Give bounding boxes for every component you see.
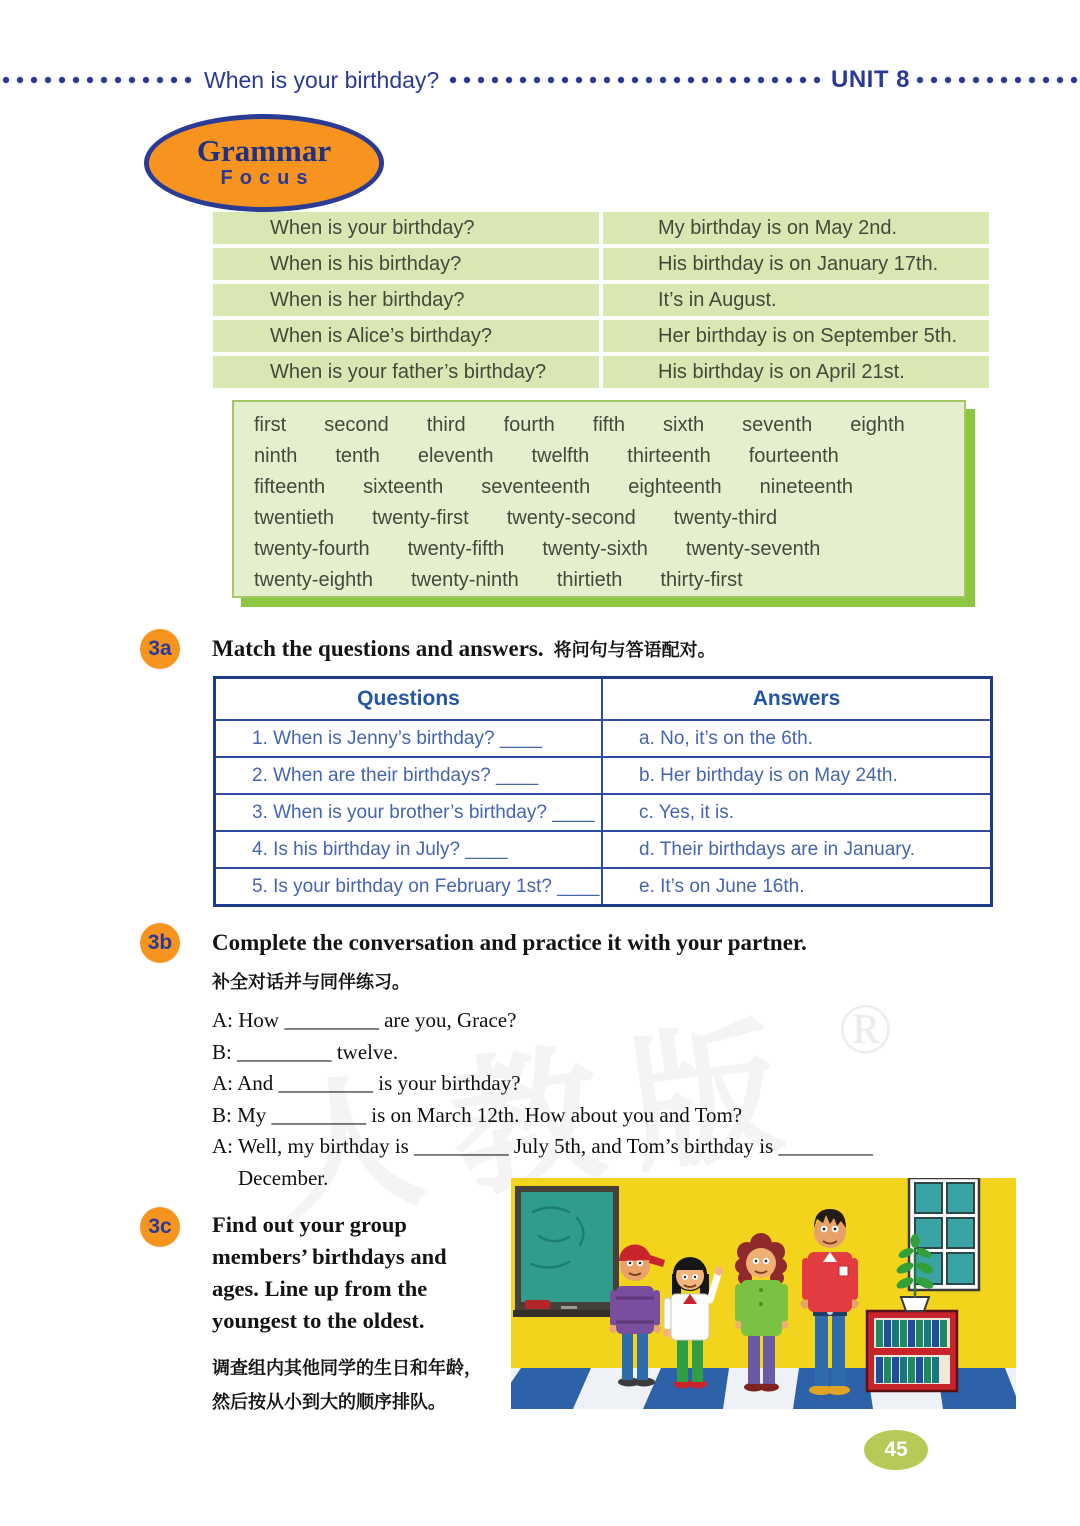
ordinal-word: second bbox=[324, 414, 389, 436]
bookshelf bbox=[867, 1311, 957, 1391]
ordinal-word: twenty-seventh bbox=[685, 538, 821, 560]
blackboard bbox=[513, 1186, 621, 1317]
section-3c-title-en bbox=[212, 1209, 512, 1337]
ordinal-word: thirteenth bbox=[627, 445, 711, 467]
match-table-header-answers: Answers bbox=[752, 687, 841, 710]
match-question-cell: 1. When is Jenny’s birthday? ____ bbox=[216, 719, 603, 756]
ordinal-word: first bbox=[254, 414, 287, 436]
ordinal-word: twelfth bbox=[531, 445, 590, 467]
ordinals-row bbox=[254, 410, 944, 441]
dialog-line: A: And _________ is your birthday? bbox=[212, 1071, 521, 1095]
section-3b-badge: 3b bbox=[140, 923, 180, 963]
dotted-rule bbox=[447, 74, 827, 86]
ordinal-word: nineteenth bbox=[759, 476, 854, 498]
ordinal-word: twenty-sixth bbox=[542, 538, 648, 560]
section-3b-title-en: Complete the conversation and practice it with your partner. bbox=[212, 930, 807, 955]
page-header-title: When is your birthday? bbox=[204, 66, 440, 93]
match-question-cell: 3. When is your brother’s birthday? ____ bbox=[216, 793, 603, 830]
ordinal-word: sixth bbox=[663, 414, 705, 436]
grammar-answer-cell: My birthday is on May 2nd. bbox=[603, 212, 989, 244]
section-3c-title-zh bbox=[212, 1351, 512, 1419]
ordinal-word: twenty-first bbox=[372, 507, 469, 529]
grammar-badge-subtitle: Focus bbox=[220, 167, 315, 189]
section-3a-title-en: Match the questions and answers. bbox=[212, 636, 544, 661]
ordinal-word: twenty-eighth bbox=[254, 569, 373, 591]
grammar-question-cell: When is Alice’s birthday? bbox=[213, 320, 599, 352]
grammar-answer-cell: His birthday is on April 21st. bbox=[603, 356, 989, 388]
ordinals-box bbox=[232, 400, 966, 598]
ordinals-row bbox=[254, 565, 944, 596]
dialog-line: A: How _________ are you, Grace? bbox=[212, 1008, 517, 1032]
instruction-line: Find out your group bbox=[212, 1212, 407, 1237]
grammar-focus-badge bbox=[144, 114, 384, 212]
match-question-cell: 2. When are their birthdays? ____ bbox=[216, 756, 603, 793]
ordinal-word: fifteenth bbox=[254, 476, 326, 498]
grammar-answer-cell: His birthday is on January 17th. bbox=[603, 248, 989, 280]
instruction-line: members’ birthdays and bbox=[212, 1244, 447, 1269]
page-number: 45 bbox=[884, 1438, 908, 1461]
match-answer-cell: c. Yes, it is. bbox=[603, 793, 990, 830]
dotted-rule bbox=[914, 74, 1080, 86]
ordinals-row bbox=[254, 441, 944, 472]
match-answer-cell: e. It’s on June 16th. bbox=[603, 867, 990, 904]
unit-label: UNIT 8 bbox=[830, 66, 910, 93]
match-question-cell: 5. Is your birthday on February 1st? ____ bbox=[216, 867, 603, 904]
ordinal-word: tenth bbox=[335, 445, 380, 467]
ordinals-row bbox=[254, 534, 944, 565]
grammar-answer-cell: Her birthday is on September 5th. bbox=[603, 320, 989, 352]
match-question-cell: 4. Is his birthday in July? ____ bbox=[216, 830, 603, 867]
dotted-rule bbox=[0, 74, 196, 86]
page-header bbox=[0, 66, 1080, 93]
ordinal-word: thirty-first bbox=[660, 569, 743, 591]
dialog-line: B: My _________ is on March 12th. How about you and Tom? bbox=[212, 1102, 743, 1127]
section-3c-text bbox=[212, 1209, 512, 1419]
ordinal-word: eighth bbox=[850, 414, 905, 436]
instruction-line: ages. Line up from the bbox=[212, 1276, 428, 1301]
ordinals-row bbox=[254, 503, 944, 534]
ordinal-word: eighteenth bbox=[628, 476, 722, 498]
grammar-question-cell: When is your birthday? bbox=[213, 212, 599, 244]
match-answer-cell: d. Their birthdays are in January. bbox=[603, 830, 990, 867]
ordinal-word: third bbox=[426, 414, 466, 436]
ordinal-word: twentieth bbox=[254, 507, 335, 529]
dialog-line: December. bbox=[238, 1165, 329, 1190]
section-3c-badge: 3c bbox=[140, 1207, 180, 1247]
ordinal-word: seventeenth bbox=[481, 476, 591, 498]
registered-trademark-watermark: ® bbox=[838, 989, 893, 1069]
section-3b-title bbox=[212, 930, 807, 956]
page-number-badge bbox=[864, 1430, 928, 1470]
instruction-line: youngest to the oldest. bbox=[212, 1308, 425, 1333]
ordinal-word: twenty-third bbox=[673, 507, 778, 529]
grammar-table bbox=[213, 212, 989, 388]
dialog-line: B: _________ twelve. bbox=[212, 1039, 399, 1064]
ordinal-word: thirtieth bbox=[556, 569, 623, 591]
classroom-illustration bbox=[511, 1178, 1016, 1409]
section-3a-badge: 3a bbox=[140, 629, 180, 669]
instruction-line-zh: 调查组内其他同学的生日和年龄， bbox=[212, 1358, 482, 1378]
ordinal-word: fifth bbox=[592, 414, 626, 436]
grammar-badge-title: Grammar bbox=[196, 133, 332, 168]
match-answer-cell: a. No, it’s on the 6th. bbox=[603, 719, 990, 756]
ordinals-row bbox=[254, 472, 944, 503]
ordinal-word: sixteenth bbox=[363, 476, 444, 498]
window bbox=[909, 1178, 979, 1290]
ordinal-word: fourteenth bbox=[748, 445, 839, 467]
ordinal-word: twenty-fifth bbox=[407, 538, 505, 560]
ordinal-word: seventh bbox=[742, 414, 813, 436]
ordinal-word: fourth bbox=[503, 414, 555, 436]
grammar-question-cell: When is her birthday? bbox=[213, 284, 599, 316]
grammar-answer-cell: It’s in August. bbox=[603, 284, 989, 316]
grammar-question-cell: When is his birthday? bbox=[213, 248, 599, 280]
instruction-line-zh: 然后按从小到大的顺序排队。 bbox=[212, 1392, 446, 1412]
match-table-header-questions: Questions bbox=[216, 679, 603, 719]
ordinal-word: twenty-second bbox=[506, 507, 636, 529]
section-3a-title-zh: 将问句与答语配对。 bbox=[553, 640, 716, 660]
section-3a-title bbox=[212, 636, 716, 662]
ordinal-word: twenty-fourth bbox=[254, 538, 370, 560]
match-table bbox=[213, 676, 993, 907]
match-answer-cell: b. Her birthday is on May 24th. bbox=[603, 756, 990, 793]
ordinal-word: twenty-ninth bbox=[410, 569, 519, 591]
grammar-question-cell: When is your father’s birthday? bbox=[213, 356, 599, 388]
section-3b-title-zh: 补全对话并与同伴练习。 bbox=[212, 972, 410, 992]
ordinal-word: eleventh bbox=[417, 445, 494, 467]
dialog-line: A: Well, my birthday is _________ July 5th, and Tom’s birthday is _________ bbox=[212, 1134, 874, 1158]
ordinal-word: ninth bbox=[254, 445, 298, 467]
